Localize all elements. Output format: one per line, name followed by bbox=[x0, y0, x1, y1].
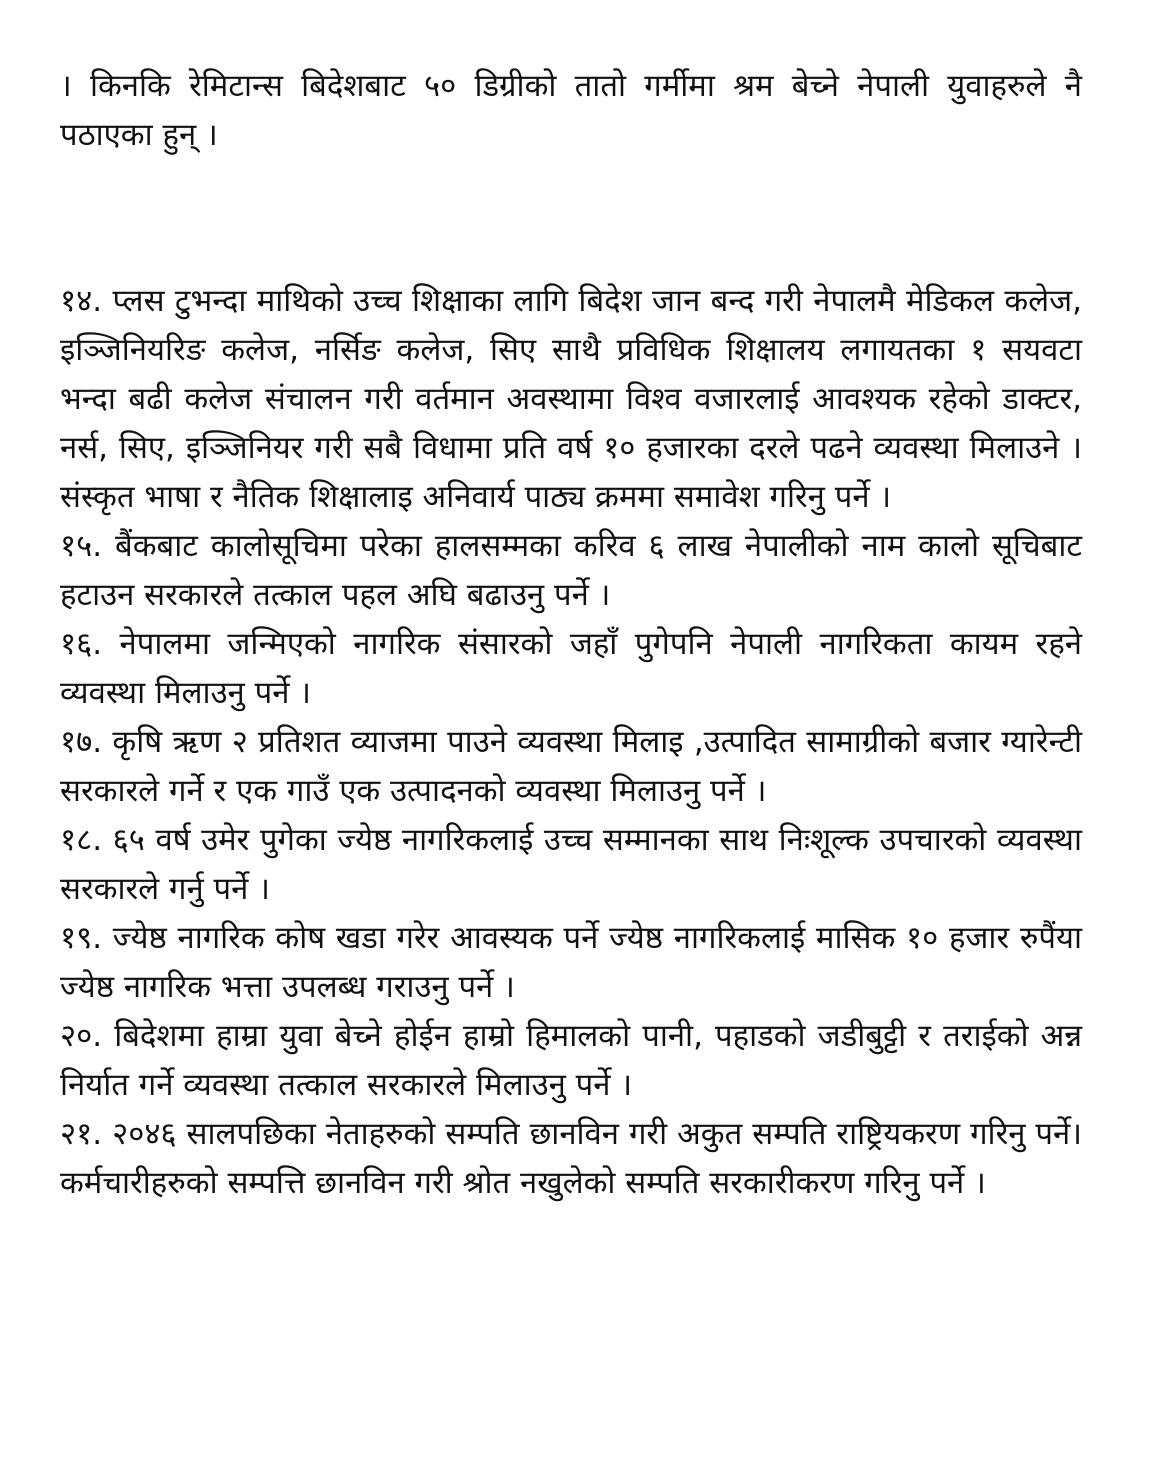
document-page bbox=[60, 62, 1082, 1208]
point-21: २१. २०४६ सालपछिका नेताहरुको सम्पति छानविन गरी अकुत सम्पति राष्ट्रियकरण गरिनु पर्ने। कर्मचारीहरुको सम्पत्ति छानविन गरी श्रोत नखुलेको सम्पति सरकारीकरण गरिनु पर्ने । bbox=[60, 1116, 1082, 1201]
point-15: १५. बैंकबाट कालोसूचिमा परेका हालसम्मका करिव ६ लाख नेपालीको नाम कालो सूचिबाट हटाउन सरकारले तत्काल पहल अघि बढाउनु पर्ने । bbox=[60, 528, 1082, 613]
intro-paragraph: । किनकि रेमिटान्स बिदेशबाट ५० डिग्रीको तातो गर्मीमा श्रम बेच्ने नेपाली युवाहरुले नै पठाएका हुन् । bbox=[60, 68, 1082, 153]
point-18: १८. ६५ वर्ष उमेर पुगेका ज्येष्ठ नागरिकलाई उच्च सम्मानका साथ निःशूल्क उपचारको व्यवस्था सरकारले गर्नु पर्ने । bbox=[60, 822, 1082, 907]
point-14: १४. प्लस टुभन्दा माथिको उच्च शिक्षाका लागि बिदेश जान बन्द गरी नेपालमै मेडिकल कलेज, इञ्जिनियरिङ कलेज, नर्सिङ कलेज, सिए साथै प्रविधिक शिक्षालय लगायतका १ सयवटा भन्दा बढी कलेज संचालन गरी वर्तमान अवस्थामा विश्व वजारलाई आवश्यक रहेको डाक्टर, नर्स, सिए, इञ्जिनियर गरी सबै विधामा प्रति वर्ष १० हजारका दरले पढने व्यवस्था मिलाउने । संस्कृत भाषा र नैतिक शिक्षालाइ अनिवार्य पाठ्य क्रममा समावेश गरिनु पर्ने । bbox=[60, 283, 1082, 515]
point-20: २०. बिदेशमा हाम्रा युवा बेच्ने होईन हाम्रो हिमालको पानी, पहाडको जडीबुट्टी र तराईको अन्न निर्यात गर्ने व्यवस्था तत्काल सरकारले मिलाउनु पर्ने । bbox=[60, 1018, 1082, 1103]
point-17: १७. कृषि ऋण २ प्रतिशत व्याजमा पाउने व्यवस्था मिलाइ ,उत्पादित सामाग्रीको बजार ग्यारेन्टी सरकारले गर्ने र एक गाउँ एक उत्पादनको व्यवस्था मिलाउनु पर्ने । bbox=[60, 724, 1082, 809]
point-16: १६. नेपालमा जन्मिएको नागरिक संसारको जहाँ पुगेपनि नेपाली नागरिकता कायम रहने व्यवस्था मिलाउनु पर्ने । bbox=[60, 626, 1082, 711]
point-19: १९. ज्येष्ठ नागरिक कोष खडा गरेर आवस्यक पर्ने ज्येष्ठ नागरिकलाई मासिक १० हजार रुपैंया ज्येष्ठ नागरिक भत्ता उपलब्ध गराउनु पर्ने । bbox=[60, 920, 1082, 1005]
